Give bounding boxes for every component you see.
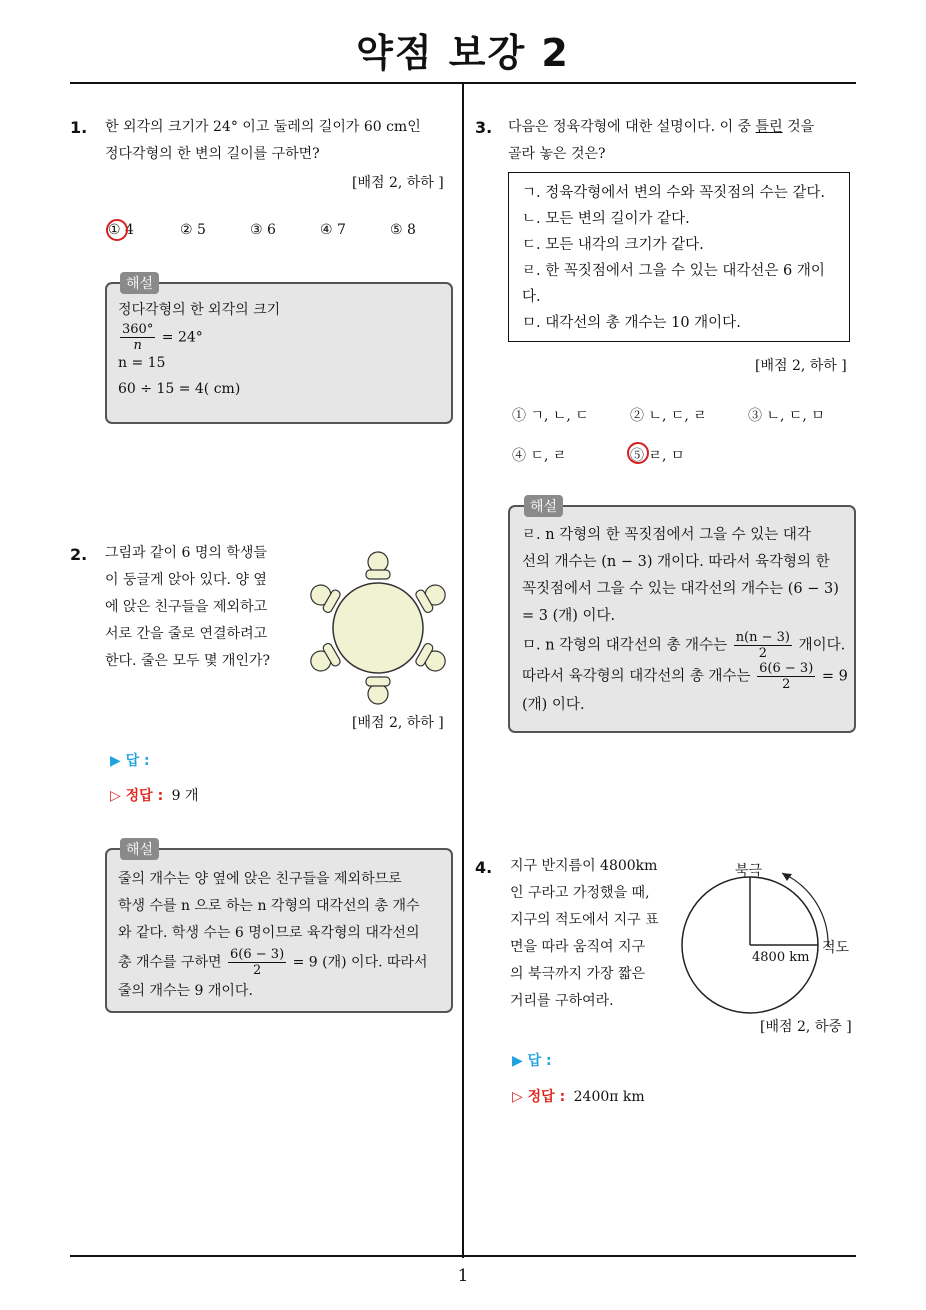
q2-line: 그림과 같이 6 명의 학생들 [105, 545, 267, 561]
q1-sol-line4: 60 ÷ 15 = 4( cm) [118, 381, 241, 397]
page-title: 약점 보강 2 [356, 31, 570, 75]
q3-line1b: 것을 [787, 119, 815, 135]
question-4-score: [배점 2, 하중 ] [760, 1019, 852, 1035]
q1-option-3[interactable]: ③ 6 [250, 222, 276, 238]
q2-sol-line2: 학생 수를 n 으로 하는 n 각형의 대각선의 총 개수 [118, 898, 420, 914]
q3-option-4[interactable]: ④ ㄷ, ㄹ [512, 448, 567, 464]
question-1-line2: 정다각형의 한 변의 길이를 구하면? [105, 146, 320, 162]
q3-sol-fraction-1: $\frac{n(n - 3)}{2}$ [735, 630, 791, 661]
q1-option-4[interactable]: ④ 7 [320, 222, 346, 238]
question-2-score: [배점 2, 하하 ] [352, 715, 444, 731]
q3-statements [522, 180, 825, 336]
q3-sol-line5a: ㅁ. n 각형의 대각선의 총 개수는 [522, 637, 728, 654]
q3-sol-fraction-2: $\frac{6(6 - 3)}{2}$ [759, 661, 814, 692]
q4-line: 지구 반지름이 4800km [510, 858, 658, 874]
q4-answer-label: ▶ 답 : [512, 1053, 552, 1069]
q3-sol-line4: = 3 (개) 이다. [522, 608, 616, 624]
question-4-number: 4. [475, 858, 493, 877]
q3-option-3[interactable]: ③ ㄴ, ㄷ, ㅁ [748, 408, 825, 424]
q3-underlined-word: 틀린 [755, 119, 783, 135]
q3-statement: ㄱ. 정육각형에서 변의 수와 꼭짓점의 수는 같다. [522, 185, 826, 201]
q1-sol-line3: n = 15 [118, 355, 166, 371]
q2-answer-label: ▶ 답 : [110, 753, 150, 769]
question-2-number: 2. [70, 545, 88, 564]
q2-correct-answer [110, 785, 199, 805]
fig-radius-label: 4800 km [752, 950, 810, 965]
q2-sol-line1: 줄의 개수는 양 옆에 앉은 친구들을 제외하므로 [118, 871, 402, 887]
question-1-score: [배점 2, 하하 ] [352, 175, 444, 191]
q2-line: 에 앉은 친구들을 제외하고 [105, 599, 268, 615]
fig-north-label: 북극 [735, 863, 763, 879]
question-4-text [510, 853, 659, 1015]
q3-option-1[interactable]: ① ㄱ, ㄴ, ㄷ [512, 408, 589, 424]
q4-correct-value: 2400π km [573, 1089, 645, 1105]
q2-line: 서로 간을 줄로 연결하려고 [105, 626, 268, 642]
q4-line: 지구의 적도에서 지구 표 [510, 912, 659, 928]
q2-sol-line4b: = 9 (개) 이다. 따라서 [292, 954, 428, 971]
q3-sol-line6b: = 9 [821, 668, 848, 685]
q3-statement: ㄹ. 한 꼭짓점에서 그을 수 있는 대각선은 6 개이 [522, 263, 825, 279]
q3-option-5[interactable]: ⑤ ㄹ, ㅁ [630, 448, 685, 464]
question-3-text [508, 114, 814, 168]
q1-sol-eq: = 24° [161, 329, 203, 346]
q2-line: 이 둥글게 앉아 있다. 양 옆 [105, 572, 267, 588]
q4-correct-label: ▷ 정답 : [512, 1089, 566, 1105]
q2-solution [118, 866, 428, 1005]
q1-selected-marker [106, 219, 128, 241]
q2-solution-tag: 해설 [120, 838, 159, 860]
question-1-text [105, 114, 421, 168]
q2-sol-line4a: 총 개수를 구하면 [118, 954, 222, 971]
q4-line: 거리를 구하여라. [510, 993, 614, 1009]
q3-selected-marker [627, 442, 649, 464]
q3-solution [522, 522, 848, 719]
q2-correct-label: ▷ 정답 : [110, 788, 164, 804]
q4-line: 의 북극까지 가장 짧은 [510, 966, 646, 982]
q1-option-1[interactable]: ① 4 [108, 222, 134, 238]
column-divider [462, 83, 464, 1258]
q3-line1a: 다음은 정육각형에 대한 설명이다. 이 중 [508, 119, 752, 135]
q3-option-2[interactable]: ② ㄴ, ㄷ, ㄹ [630, 408, 707, 424]
q1-option-2[interactable]: ② 5 [180, 222, 206, 238]
q1-solution [118, 300, 280, 399]
q3-statement: 다. [522, 289, 541, 305]
question-2-text [105, 540, 270, 675]
q4-line: 면을 따라 움직여 지구 [510, 939, 646, 955]
q3-statement: ㄷ. 모든 내각의 크기가 같다. [522, 237, 704, 253]
q3-line2: 골라 놓은 것은? [508, 146, 606, 162]
question-1-line1: 한 외각의 크기가 24° 이고 둘레의 길이가 60 cm인 [105, 119, 421, 135]
question-1-number: 1. [70, 118, 88, 137]
q2-line: 한다. 줄은 모두 몇 개인가? [105, 653, 270, 669]
question-3-score: [배점 2, 하하 ] [755, 358, 847, 374]
q3-solution-tag: 해설 [524, 495, 563, 517]
q3-sol-line7: (개) 이다. [522, 697, 585, 713]
q1-option-5[interactable]: ⑤ 8 [390, 222, 416, 238]
footer-rule [70, 1255, 856, 1257]
q1-sol-fraction: $\frac{360^\circ}{n}$ [122, 322, 154, 353]
fig-equator-label: 적도 [822, 940, 850, 956]
round-table-figure [300, 545, 460, 710]
q4-correct-answer [512, 1086, 645, 1106]
q4-line: 인 구라고 가정했을 때, [510, 885, 650, 901]
q3-sol-line6a: 따라서 육각형의 대각선의 총 개수는 [522, 668, 751, 685]
q3-statement: ㄴ. 모든 변의 길이가 같다. [522, 211, 690, 227]
q3-statement: ㅁ. 대각선의 총 개수는 10 개이다. [522, 315, 741, 331]
q1-solution-tag: 해설 [120, 272, 159, 294]
q3-sol-line3: 꼭짓점에서 그을 수 있는 대각선의 개수는 (6 − 3) [522, 581, 839, 597]
page-number: 1 [457, 1266, 469, 1286]
question-3-number: 3. [475, 118, 493, 137]
q1-sol-line1: 정다각형의 한 외각의 크기 [118, 302, 281, 318]
q2-correct-value: 9 개 [171, 788, 199, 804]
q3-sol-line5b: 개이다. [798, 637, 846, 654]
q2-sol-line3: 와 같다. 학생 수는 6 명이므로 육각형의 대각선의 [118, 925, 420, 941]
q3-sol-line2: 선의 개수는 (n − 3) 개이다. 따라서 육각형의 한 [522, 554, 830, 570]
q2-sol-line5: 줄의 개수는 9 개이다. [118, 983, 253, 999]
q3-sol-line1: ㄹ. n 각형의 한 꼭짓점에서 그을 수 있는 대각 [522, 527, 811, 543]
q2-sol-fraction: $\frac{6(6 - 3)}{2}$ [230, 947, 285, 978]
